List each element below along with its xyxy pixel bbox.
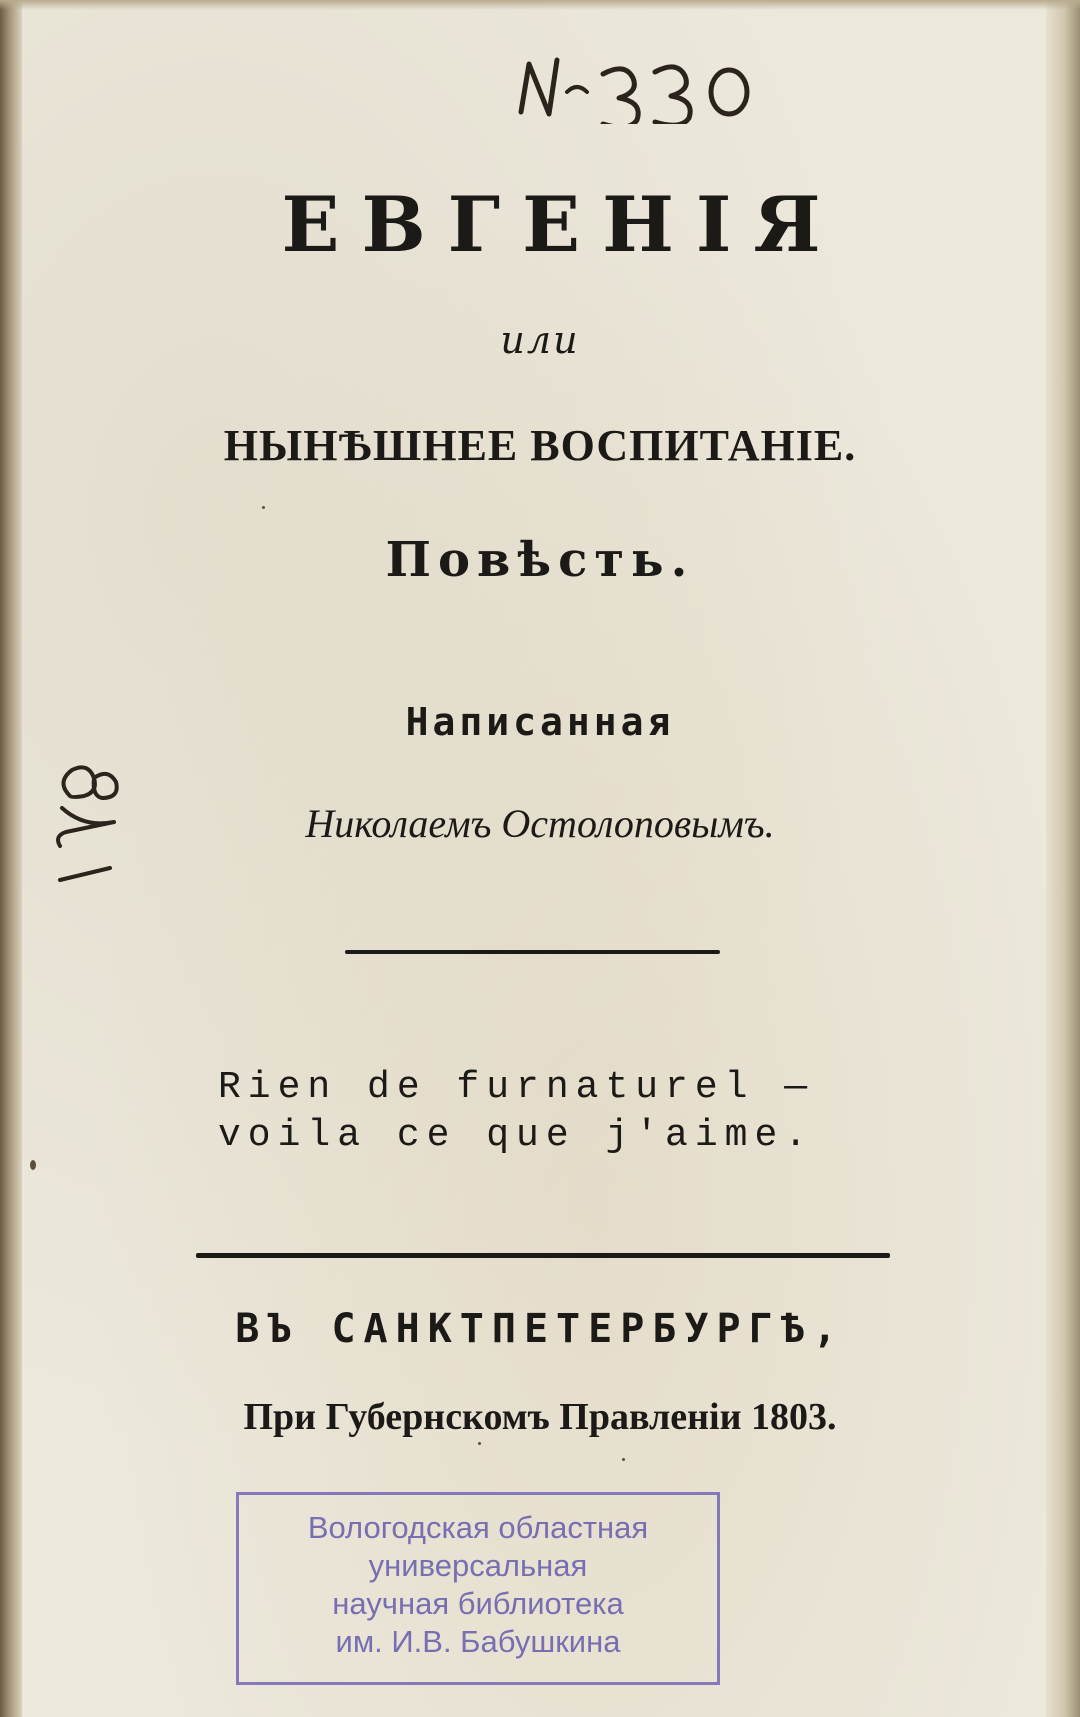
paper-speck: [622, 1458, 625, 1461]
paper-speck: [262, 506, 265, 509]
genre-label: Повѣсть.: [385, 532, 695, 588]
stamp-line-1: Вологодская областная: [307, 1510, 649, 1545]
epigraph-line-2: voila ce que j'aime.: [218, 1114, 815, 1157]
divider-rule-top: [345, 950, 720, 954]
author-name: Николаемъ Остолоповымъ.: [305, 801, 775, 846]
paper-speck: [30, 1160, 36, 1170]
imprint-line: При Губернскомъ Правленіи 1803.: [243, 1396, 837, 1438]
handwritten-catalog-number: [515, 52, 760, 124]
written-by-label: Написанная: [405, 700, 675, 744]
stamp-line-3: научная библиотека: [332, 1586, 624, 1621]
stamp-line-2: универсальная: [368, 1548, 588, 1583]
page-top-edge: [0, 0, 1080, 10]
book-subtitle: НЫНѢШНЕЕ ВОСПИТАНІЕ.: [223, 421, 857, 470]
library-stamp: [236, 1492, 720, 1685]
book-title: ЕВГЕНІЯ: [281, 180, 843, 269]
publication-place: ВЪ САНКТПЕТЕРБУРГѢ,: [235, 1306, 845, 1352]
paper-speck: [478, 1442, 481, 1445]
divider-rule-bottom: [196, 1253, 890, 1258]
epigraph-line-1: Rien de furnaturel —: [218, 1066, 815, 1109]
title-conjunction: или: [500, 318, 580, 362]
stamp-line-4: им. И.В. Бабушкина: [335, 1624, 621, 1659]
